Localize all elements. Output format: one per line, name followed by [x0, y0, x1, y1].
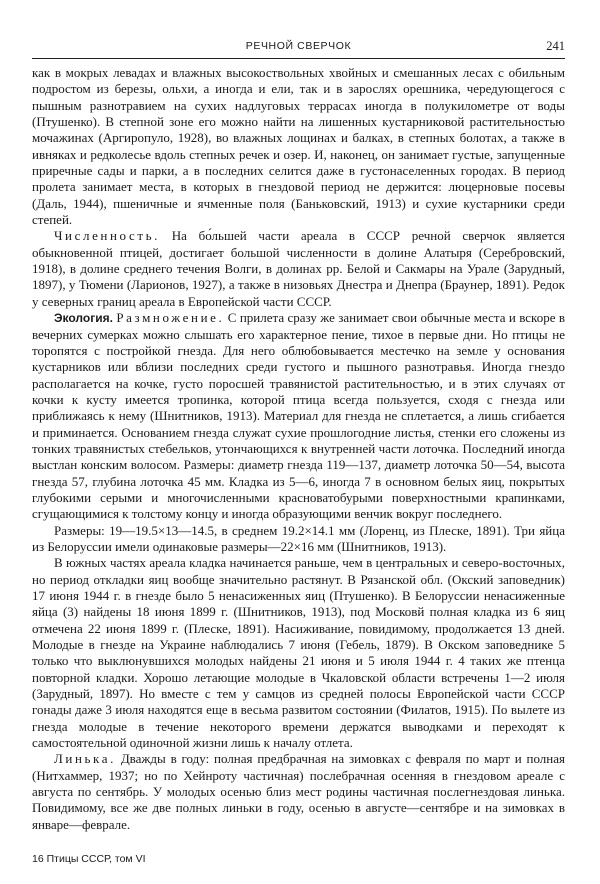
page-number: 241 — [546, 39, 565, 53]
paragraph-breeding-text: С прилета сразу же занимает свои обычные места и вскоре в вечерних сумерках можно слышать его характерное пение, тихое в первые дни. Но птицы не торопятся с постройкой гнезда. Для него облюбовывается местечко на земле у основания кустарников или вблизи последних среди густого и пышного разнотравья. Иногда гнездо располагается на кочке, густо поросшей травянистой растительностью, и в этих случаях от кочки к кусту имеется тропинка, которой птица всегда пользуется, сходя с гнезда или приближаясь к нему (Шнитников, 1913). Материал для гнезда не сплетается, а лишь сгибается и приминается. Основанием гнезда служат сухие прошлогодние листья, стенки его сложены из тонких травянистых стебельков, утончающихся к внутренней части лоточка. Последний иногда выстлан конским волосом. Размеры: диаметр гнезда 119—137, диаметр лоточка 50—54, высота гнезда 57, глубина лоточка 45 мм. Кладка из 5—6, иногда 7 в основном белых яиц, покрытых глубокими серыми и многочисленными красноватобурыми поверхностными крапинками, сгущающимися к толстому концу и иногда образующими венчик вокруг последнего. — [32, 310, 566, 522]
paragraph-laying-period: В южных частях ареала кладка начинается раньше, чем в центральных и северо-восточных, но период откладки яиц вообще значительно растянут. В Рязанской обл. (Окский заповедник) 17 июня 1944 г. в гнезде было 5 ненасиженных яиц (Птушенко). В Белоруссии ненасиженные яйца (3) найдены 18 июня 1899 г. (Шнитников, 1913), под Московй полная кладка из 6 яиц отмечена 22 июня 1899 г. (Плеске, 1891). Насиживание, повидимому, продолжается 13 дней. Молодые в гнезде на Украине наблюдались 7 июня (Гебель, 1879). В Окском заповеднике 5 только что выклюнувшихся молодых найдены 21 июня и 5 июля 1944 г. 4 таких же птенца повторной кладки. Хорошо летающие молодые в Чкаловской области встречены 1—2 июля (Зарудный, 1897). Но вместе с тем у самцов из средней полосы Европейской части СССР гонады даже 3 июля находятся еще в весьма развитом состоянии (Филатов, 1915). По вылете из гнезда молодые в течение некоторого времени держатся выводками и переходят к самостоятельной одиночной жизни лишь к началу отлета. — [32, 555, 565, 751]
running-title: РЕЧНОЙ СВЕРЧОК — [245, 40, 352, 52]
section-label-moult: Линька. — [54, 751, 116, 767]
signature-footer: 16 Птицы СССР, том VI — [32, 853, 146, 865]
section-heading-ecology: Экология. — [54, 311, 113, 326]
body-text — [32, 65, 565, 833]
section-label-breeding: Размножение. — [116, 310, 225, 326]
paragraph-habitat: как в мокрых левадах и влажных высокоствольных хвойных и смешанных лесах с обильным подростом из березы, ольхи, а иногда и ели, так и в зарослях орешника, чередующегося с пышным разнотравием на сухих надлуговых террасах иногда в полукилометре от воды (Птушенко). В степной зоне его можно найти на лишенных кустарниковой растительностью мочажинах (Аргиропуло, 1928), во влажных лощинах и балках, в степных болотах, а также в ивняках и редколесье вдоль степных речек и озер. И, наконец, он занимает густые, запущенные приречные сады и парки, а в последних селится даже в густонаселенных городах. В период пролета занимает места, в которых в гнездовой период не держится: люцерновые посевы (Даль, 1944), пшеничные и ячменные поля (Баньковский, 1913) и сухие кустарники среди степей. — [32, 65, 565, 228]
paragraph-moult-text: Дважды в году: полная предбрачная на зимовках с февраля по март и полная (Нитхаммер, 1937; но по Хейнроту частичная) послебрачная осенняя в гнездовом ареале с августа по сентябрь. У молодых осенью близ мест родины частичная послегнездовая линька. Повидимому, все же две полных линьки в году, осенью в августе—сентябре и на зимовках в январе—феврале. — [32, 751, 565, 832]
paragraph-moult — [32, 751, 565, 833]
paragraph-abundance — [32, 228, 565, 310]
paragraph-egg-sizes: Размеры: 19—19.5×13—14.5, в среднем 19.2×14.1 мм (Лоренц, из Плеске, 1891). Три яйца из Белоруссии имели одинаковые размеры—22×16 мм (Шнитников, 1913). — [32, 522, 565, 554]
section-label-abundance: Численность. — [54, 228, 161, 244]
page — [32, 38, 565, 833]
running-head — [32, 38, 565, 59]
paragraph-breeding — [32, 310, 565, 522]
paragraph-abundance-text: На бо́льшей части ареала в СССР речной сверчок является обыкновенной птицей, достигает большой численности в долине Алатыря (Серебровский, 1918), в долине среднего течения Волги, в долинах рр. Белой и Сакмары на Урале (Зарудный, 1897), у Тюмени (Ларионов, 1927), а также в низовьях Днестра и Днепра (Браунер, 1891). Редок у северных границ ареала в Европейской части СССР. — [32, 228, 565, 309]
